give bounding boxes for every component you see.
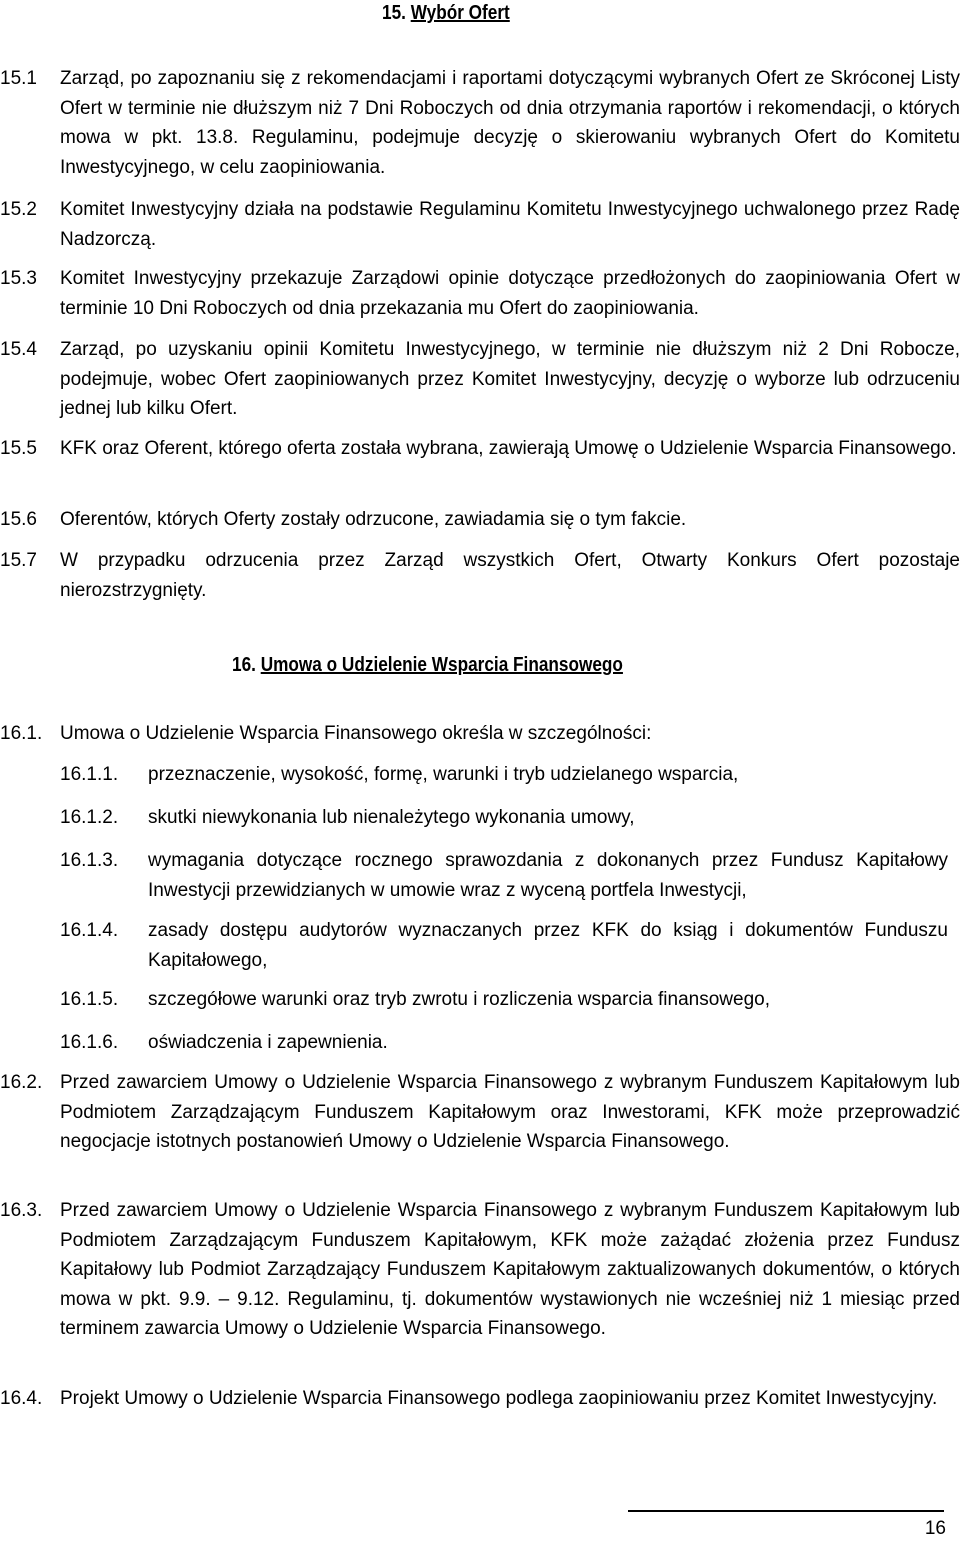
paragraph-15-1 [0,64,960,182]
subparagraph-number: 16.1.3. [60,850,119,871]
subparagraph-16-1-4 [60,916,948,975]
paragraph-16-3 [0,1196,960,1344]
paragraph-number: 16.3. [0,1200,43,1221]
paragraph-15-3 [0,264,960,323]
subparagraph-text: skutki niewykonania lub nienależytego wykonania umowy, [148,807,635,828]
subparagraph-number: 16.1.2. [60,807,119,828]
section-16-heading-number: 16. [232,654,256,676]
subparagraph-text: zasady dostępu audytorów wyznaczanych przez KFK do ksiąg i dokumentów Funduszu Kapitałowego, [148,920,948,971]
subparagraph-16-1-6 [60,1028,948,1058]
paragraph-15-4 [0,335,960,424]
section-16-heading [232,654,623,677]
subparagraph-text: szczegółowe warunki oraz tryb zwrotu i rozliczenia wsparcia finansowego, [148,989,770,1010]
paragraph-number: 15.7 [0,550,37,571]
paragraph-16-2 [0,1068,960,1157]
footer-divider [628,1510,944,1512]
subparagraph-16-1-1 [60,760,948,790]
section-15-heading-title: Wybór Ofert [410,2,510,24]
subparagraph-number: 16.1.4. [60,920,119,941]
section-15-heading-number: 15. [382,2,406,24]
paragraph-number: 15.1 [0,68,37,89]
page-number: 16 [924,1518,946,1539]
paragraph-text: W przypadku odrzucenia przez Zarząd wszystkich Ofert, Otwarty Konkurs Ofert pozostaje nierozstrzygnięty. [60,550,960,601]
paragraph-number: 15.4 [0,339,37,360]
subparagraph-text: wymagania dotyczące rocznego sprawozdania z dokonanych przez Fundusz Kapitałowy Inwestycji przewidzianych w umowie wraz z wyceną portfela Inwestycji, [148,850,948,901]
paragraph-text: Umowa o Udzielenie Wsparcia Finansowego określa w szczególności: [60,723,652,744]
paragraph-text: Zarząd, po zapoznaniu się z rekomendacjami i raportami dotyczącymi wybranych Ofert ze Skróconej Listy Ofert w terminie nie dłuższym niż 7 Dni Roboczych od dnia otrzymania raportów i rekomendacji, o których mowa w pkt. 13.8. Regulaminu, podejmuje decyzję o skierowaniu wybranych Ofert do Komitetu Inwestycyjnego, w celu zaopiniowania. [60,68,960,178]
paragraph-number: 15.5 [0,438,37,459]
subparagraph-number: 16.1.6. [60,1032,119,1053]
paragraph-text: KFK oraz Oferent, którego oferta została wybrana, zawierają Umowę o Udzielenie Wsparcia Finansowego. [60,438,957,459]
paragraph-number: 16.4. [0,1388,43,1409]
paragraph-16-1 [0,719,960,749]
subparagraph-text: przeznaczenie, wysokość, formę, warunki i tryb udzielanego wsparcia, [148,764,739,785]
paragraph-15-5 [0,434,960,464]
subparagraph-number: 16.1.5. [60,989,119,1010]
paragraph-number: 15.2 [0,199,37,220]
section-15-heading [382,2,510,25]
paragraph-text: Projekt Umowy o Udzielenie Wsparcia Finansowego podlega zaopiniowaniu przez Komitet Inwestycyjny. [60,1388,938,1409]
paragraph-16-4 [0,1384,960,1414]
paragraph-number: 16.1. [0,723,43,744]
paragraph-15-6 [0,505,960,535]
paragraph-text: Komitet Inwestycyjny działa na podstawie Regulaminu Komitetu Inwestycyjnego uchwalonego przez Radę Nadzorczą. [60,199,960,250]
paragraph-number: 16.2. [0,1072,43,1093]
paragraph-15-7 [0,546,960,605]
paragraph-number: 15.3 [0,268,37,289]
paragraph-text: Przed zawarciem Umowy o Udzielenie Wsparcia Finansowego z wybranym Funduszem Kapitałowym lub Podmiotem Zarządzającym Funduszem Kapitałowym, KFK może zażądać złożenia przez Fundusz Kapitałowy lub Podmiot Zarządzający Funduszem Kapitałowym zaktualizowanych dokumentów, o których mowa w pkt. 9.9. – 9.12. Regulaminu, tj. dokumentów wystawionych nie wcześniej niż 1 miesiąc przed terminem zawarcia Umowy o Udzielenie Wsparcia Finansowego. [60,1200,960,1339]
subparagraph-16-1-3 [60,846,948,905]
subparagraph-16-1-2 [60,803,948,833]
subparagraph-number: 16.1.1. [60,764,119,785]
paragraph-text: Zarząd, po uzyskaniu opinii Komitetu Inwestycyjnego, w terminie nie dłuższym niż 2 Dni Robocze, podejmuje, wobec Ofert zaopiniowanych przez Komitet Inwestycyjny, decyzję o wyborze lub odrzuceniu jednej lub kilku Ofert. [60,339,960,419]
paragraph-text: Komitet Inwestycyjny przekazuje Zarządowi opinie dotyczące przedłożonych do zaopiniowania Ofert w terminie 10 Dni Roboczych od dnia przekazania mu Ofert do zaopiniowania. [60,268,960,319]
paragraph-15-2 [0,195,960,254]
paragraph-text: Oferentów, których Oferty zostały odrzucone, zawiadamia się o tym fakcie. [60,509,687,530]
subparagraph-16-1-5 [60,985,948,1015]
section-16-heading-title: Umowa o Udzielenie Wsparcia Finansowego [260,654,623,676]
paragraph-text: Przed zawarciem Umowy o Udzielenie Wsparcia Finansowego z wybranym Funduszem Kapitałowym lub Podmiotem Zarządzającym Funduszem Kapitałowym oraz Inwestorami, KFK może przeprowadzić negocjacje istotnych postanowień Umowy o Udzielenie Wsparcia Finansowego. [60,1072,960,1152]
paragraph-number: 15.6 [0,509,37,530]
subparagraph-text: oświadczenia i zapewnienia. [148,1032,388,1053]
